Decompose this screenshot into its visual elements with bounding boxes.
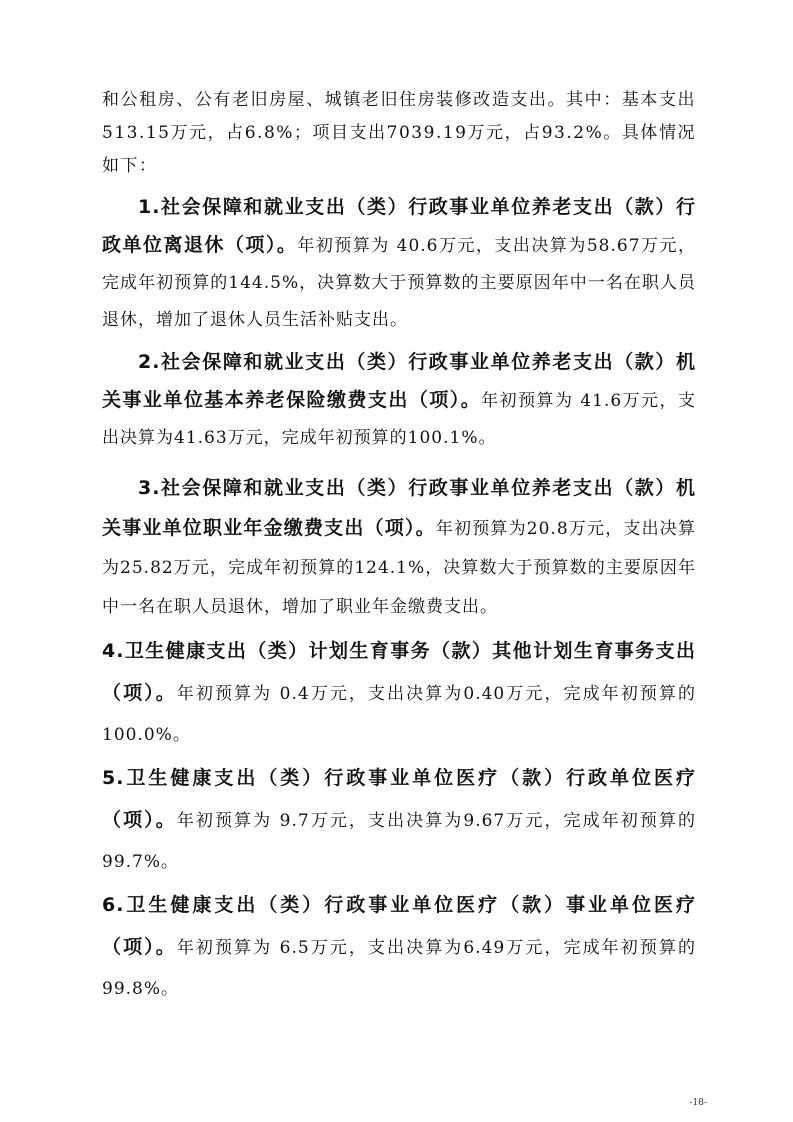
expenditure-item-1 xyxy=(102,189,696,339)
expenditure-item-5 xyxy=(102,758,696,883)
expenditure-item-4 xyxy=(102,631,696,756)
item-body: 年初预算为 9.7万元，支出决算为9.67万元，完成年初预算的99.7%。 xyxy=(102,811,696,872)
item-heading: 5.卫生健康支出（类）行政事业单位医疗（款）行政单位医疗（项）。 xyxy=(102,767,696,831)
expenditure-item-3 xyxy=(102,469,696,627)
item-heading: 6.卫生健康支出（类）行政事业单位医疗（款）事业单位医疗（项）。 xyxy=(102,894,696,958)
page-number: -18- xyxy=(689,1098,707,1108)
expenditure-item-6 xyxy=(102,885,696,1010)
item-heading: 3.社会保障和就业支出（类）行政事业单位养老支出（款）机关事业单位职业年金缴费支出（项）。 xyxy=(102,477,696,539)
expenditure-item-2 xyxy=(102,344,696,457)
intro-paragraph: 和公租房、公有老旧房屋、城镇老旧住房装修改造支出。其中：基本支出513.15万元，占6.8%；项目支出7039.19万元，占93.2%。具体情况如下： xyxy=(102,90,696,176)
item-body: 年初预算为 6.5万元，支出决算为6.49万元，完成年初预算的99.8%。 xyxy=(102,938,696,999)
item-body: 年初预算为20.8万元，支出决算为25.82万元，完成年初预算的124.1%，决算数大于预算数的主要原因年中一名在职人员退休，增加了职业年金缴费支出。 xyxy=(102,519,696,617)
item-body: 年初预算为 40.6万元，支出决算为58.67万元，完成年初预算的144.5%，决算数大于预算数的主要原因年中一名在职人员退休，增加了退休人员生活补贴支出。 xyxy=(102,236,696,330)
document-page xyxy=(102,84,696,1010)
item-heading: 2.社会保障和就业支出（类）行政事业单位养老支出（款）机关事业单位基本养老保险缴费支出（项）。 xyxy=(102,351,696,411)
item-heading: 4.卫生健康支出（类）计划生育事务（款）其他计划生育事务支出（项）。 xyxy=(102,640,696,704)
item-heading: 1.社会保障和就业支出（类）行政事业单位养老支出（款）行政单位离退休（项）。 xyxy=(102,196,696,256)
item-body: 年初预算为 0.4万元，支出决算为0.40万元，完成年初预算的100.0%。 xyxy=(102,684,696,745)
item-body: 年初预算为 41.6万元，支出决算为41.63万元，完成年初预算的100.1%。 xyxy=(102,391,696,448)
